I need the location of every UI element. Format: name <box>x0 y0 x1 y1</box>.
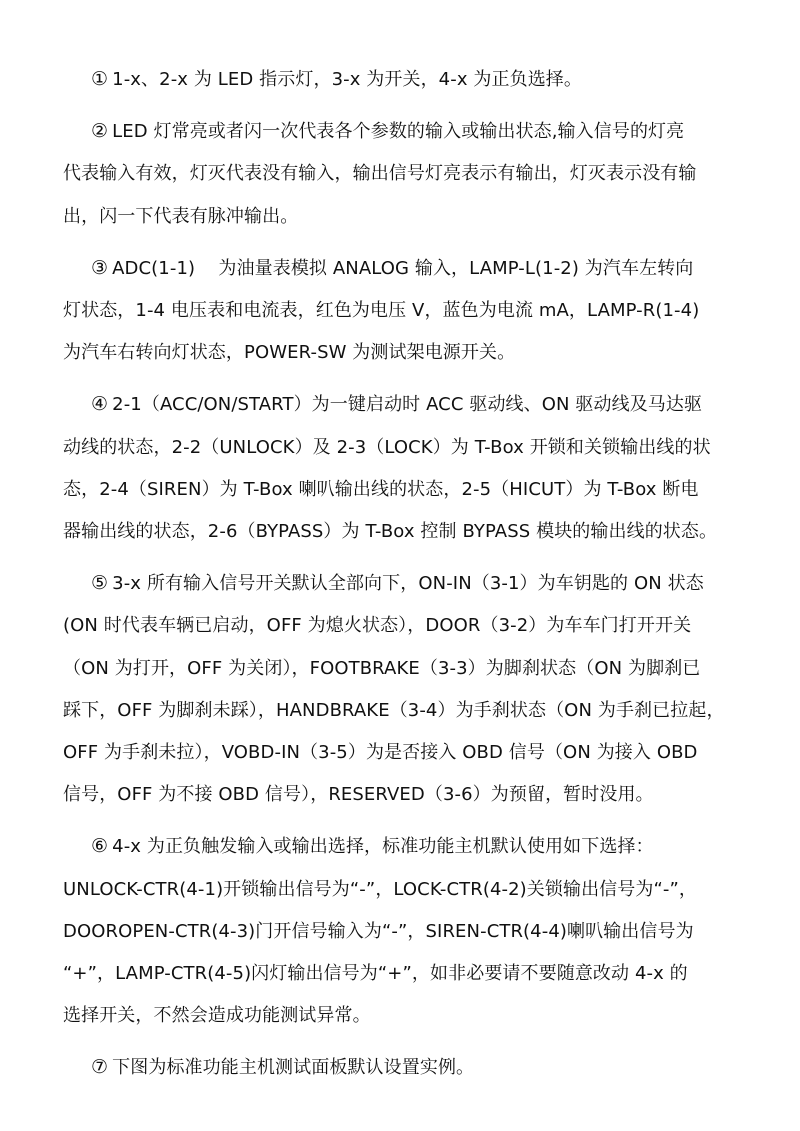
text-line <box>63 383 763 426</box>
line-text: 4-x 为正负触发输入或输出选择，标准功能主机默认使用如下选择： <box>112 836 654 858</box>
text-line: 动线的状态，2-2（UNLOCK）及 2-3（LOCK）为 T-Box 开锁和关锁输出线的状 <box>63 436 711 458</box>
text-line: “+”，LAMP-CTR(4-5)闪灯输出信号为“+”，如非必要请不要随意改动 4-x 的 <box>63 963 688 985</box>
paragraph-1 <box>63 58 763 101</box>
document-page <box>63 58 763 1099</box>
text-line: OFF 为手刹未拉），VOBD-IN（3-5）为是否接入 OBD 信号（ON 为接入 OBD <box>63 742 698 764</box>
item-number: ⑤ <box>91 572 109 595</box>
item-number: ⑦ <box>91 1056 109 1079</box>
text-line: 为汽车右转向灯状态，POWER-SW 为测试架电源开关。 <box>63 342 516 364</box>
text-line <box>63 825 763 868</box>
text-line <box>63 562 763 605</box>
line-text: 下图为标准功能主机测试面板默认设置实例。 <box>112 1057 475 1079</box>
text-line: 踩下，OFF 为脚刹未踩），HANDBRAKE（3-4）为手刹状态（ON 为手刹已拉起， <box>63 699 725 721</box>
text-line: UNLOCK-CTR(4-1)开锁输出信号为“-”，LOCK-CTR(4-2)关锁输出信号为“-”， <box>63 878 698 900</box>
text-line <box>63 58 763 101</box>
text-line: 信号，OFF 为不接 OBD 信号），RESERVED（3-6）为预留，暂时没用。 <box>63 784 654 806</box>
paragraph-2 <box>63 110 763 238</box>
text-line: 出，闪一下代表有脉冲输出。 <box>63 205 299 227</box>
text-line: 灯状态，1-4 电压表和电流表，红色为电压 V，蓝色为电流 mA，LAMP-R(1-4) <box>63 300 700 322</box>
text-line <box>63 110 763 153</box>
line-text: 2-1（ACC/ON/START）为一键启动时 ACC 驱动线、ON 驱动线及马达驱 <box>112 394 703 416</box>
paragraph-7 <box>63 1046 763 1089</box>
paragraph-6 <box>63 825 763 1037</box>
item-number: ① <box>91 68 109 90</box>
text-line: （ON 为打开，OFF 为关闭），FOOTBRAKE（3-3）为脚刹状态（ON 为脚刹已 <box>63 657 701 679</box>
text-line: 选择开关，不然会造成功能测试异常。 <box>63 1005 371 1027</box>
paragraph-5 <box>63 562 763 816</box>
text-line <box>63 247 763 290</box>
text-line: 态，2-4（SIREN）为 T-Box 喇叭输出线的状态，2-5（HICUT）为 T-Box 断电 <box>63 478 699 500</box>
text-line: 代表输入有效，灯灭代表没有输入，输出信号灯亮表示有输出，灯灭表示没有输 <box>63 163 697 185</box>
item-number: ④ <box>91 393 109 416</box>
paragraph-3 <box>63 247 763 375</box>
text-line: (ON 时代表车辆已启动，OFF 为熄火状态），DOOR（3-2）为车车门打开开关 <box>63 615 692 637</box>
line-text: LED 灯常亮或者闪一次代表各个参数的输入或输出状态,输入信号的灯亮 <box>112 121 685 143</box>
text-line <box>63 1046 763 1089</box>
line-text: ADC(1-1) 为油量表模拟 ANALOG 输入，LAMP-L(1-2) 为汽车左转向 <box>112 257 694 279</box>
paragraph-4 <box>63 383 763 553</box>
text-line: DOOROPEN-CTR(4-3)门开信号输入为“-”，SIREN-CTR(4-4)喇叭输出信号为 <box>63 920 694 942</box>
line-text: 1-x、2-x 为 LED 指示灯，3-x 为开关，4-x 为正负选择。 <box>112 69 583 90</box>
item-number: ⑥ <box>91 835 109 858</box>
text-line: 器输出线的状态，2-6（BYPASS）为 T-Box 控制 BYPASS 模块的输出线的状态。 <box>63 521 718 543</box>
item-number: ③ <box>91 256 109 279</box>
item-number: ② <box>91 120 109 143</box>
line-text: 3-x 所有输入信号开关默认全部向下，ON-IN（3-1）为车钥匙的 ON 状态 <box>112 573 704 595</box>
